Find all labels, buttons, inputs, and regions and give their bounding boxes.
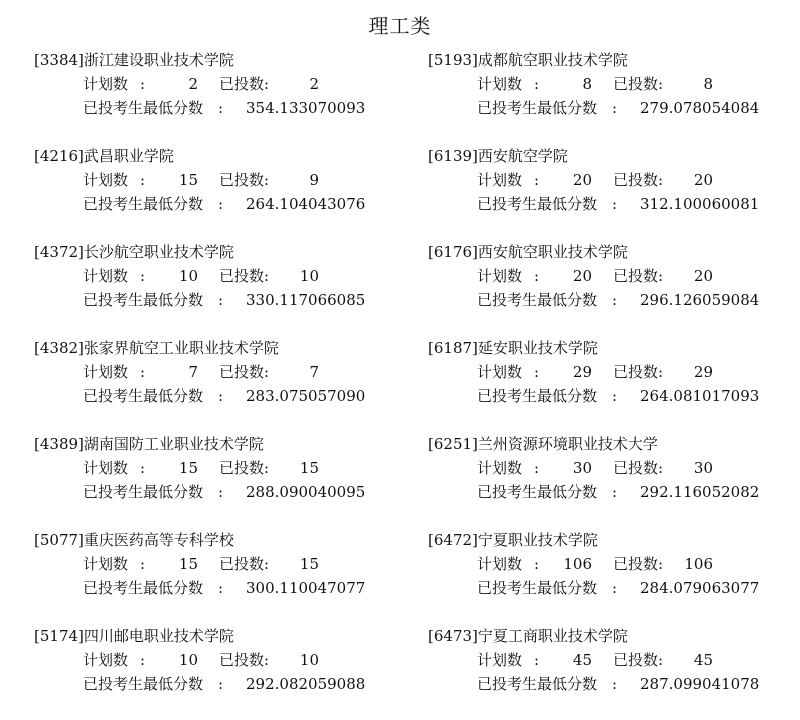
submitted-value: 15 — [299, 555, 319, 573]
plan-row — [428, 360, 798, 384]
school-name: [6176]西安航空职业技术学院 — [428, 243, 628, 261]
plan-value: 15 — [178, 171, 198, 189]
plan-row — [34, 360, 404, 384]
plan-colon: : — [140, 267, 146, 285]
submitted-value: 29 — [693, 363, 713, 381]
plan-colon: : — [140, 171, 146, 189]
plan-value: 20 — [572, 171, 592, 189]
plan-value: 15 — [178, 459, 198, 477]
submitted-value: 106 — [684, 555, 713, 573]
min-score-label: 已投考生最低分数 — [477, 195, 598, 213]
min-score-label: 已投考生最低分数 — [83, 99, 204, 117]
submitted-label: 已投数: — [613, 267, 664, 285]
min-score-value: 296.126059084 — [640, 291, 760, 309]
school-entry — [428, 48, 798, 144]
min-score-label: 已投考生最低分数 — [83, 579, 204, 597]
submitted-label: 已投数: — [219, 555, 270, 573]
plan-row — [428, 72, 798, 96]
min-score-colon: : — [612, 291, 618, 309]
min-score-row — [428, 384, 798, 408]
school-name: [5193]成都航空职业技术学院 — [428, 51, 628, 69]
plan-value: 10 — [178, 267, 198, 285]
school-entry — [34, 144, 404, 240]
min-score-row — [34, 384, 404, 408]
min-score-value: 292.116052082 — [640, 483, 760, 501]
submitted-label: 已投数: — [219, 363, 270, 381]
min-score-value: 354.133070093 — [246, 99, 366, 117]
min-score-colon: : — [218, 483, 224, 501]
school-entry — [428, 528, 798, 624]
plan-label: 计划数 — [477, 651, 523, 669]
plan-colon: : — [534, 555, 540, 573]
plan-label: 计划数 — [477, 555, 523, 573]
submitted-value: 45 — [693, 651, 713, 669]
plan-label: 计划数 — [477, 459, 523, 477]
min-score-row — [34, 576, 404, 600]
school-name: [6187]延安职业技术学院 — [428, 339, 598, 357]
min-score-value: 279.078054084 — [640, 99, 760, 117]
plan-label: 计划数 — [83, 171, 129, 189]
plan-label: 计划数 — [83, 363, 129, 381]
min-score-colon: : — [612, 195, 618, 213]
school-name: [4216]武昌职业学院 — [34, 147, 174, 165]
school-entry — [34, 48, 404, 144]
min-score-colon: : — [612, 99, 618, 117]
plan-colon: : — [140, 459, 146, 477]
school-entry — [34, 240, 404, 336]
min-score-value: 312.100060081 — [640, 195, 760, 213]
plan-label: 计划数 — [83, 267, 129, 285]
submitted-value: 30 — [693, 459, 713, 477]
submitted-label: 已投数: — [613, 171, 664, 189]
plan-value: 7 — [188, 363, 198, 381]
plan-row — [34, 648, 404, 672]
min-score-value: 284.079063077 — [640, 579, 760, 597]
min-score-label: 已投考生最低分数 — [83, 387, 204, 405]
left-column — [34, 48, 404, 720]
min-score-colon: : — [612, 387, 618, 405]
school-entry — [34, 336, 404, 432]
min-score-value: 287.099041078 — [640, 675, 760, 693]
school-name: [3384]浙江建设职业技术学院 — [34, 51, 234, 69]
school-entry — [428, 624, 798, 720]
school-name: [4372]长沙航空职业技术学院 — [34, 243, 234, 261]
school-entry — [428, 240, 798, 336]
plan-row — [428, 552, 798, 576]
plan-colon: : — [534, 651, 540, 669]
min-score-row — [428, 288, 798, 312]
plan-label: 计划数 — [83, 651, 129, 669]
school-name: [6251]兰州资源环境职业技术大学 — [428, 435, 658, 453]
school-entry — [428, 144, 798, 240]
plan-value: 106 — [563, 555, 592, 573]
min-score-value: 330.117066085 — [246, 291, 366, 309]
min-score-row — [428, 192, 798, 216]
submitted-label: 已投数: — [219, 267, 270, 285]
plan-value: 2 — [188, 75, 198, 93]
min-score-label: 已投考生最低分数 — [83, 483, 204, 501]
plan-label: 计划数 — [477, 75, 523, 93]
min-score-value: 264.104043076 — [246, 195, 366, 213]
right-column — [428, 48, 798, 720]
min-score-row — [34, 288, 404, 312]
plan-row — [428, 168, 798, 192]
min-score-value: 292.082059088 — [246, 675, 366, 693]
plan-colon: : — [534, 459, 540, 477]
plan-value: 15 — [178, 555, 198, 573]
min-score-label: 已投考生最低分数 — [83, 675, 204, 693]
plan-value: 20 — [572, 267, 592, 285]
min-score-label: 已投考生最低分数 — [477, 675, 598, 693]
min-score-label: 已投考生最低分数 — [477, 291, 598, 309]
school-name: [6139]西安航空学院 — [428, 147, 568, 165]
plan-row — [34, 168, 404, 192]
plan-value: 30 — [572, 459, 592, 477]
school-entry — [34, 624, 404, 720]
submitted-label: 已投数: — [613, 75, 664, 93]
min-score-label: 已投考生最低分数 — [477, 99, 598, 117]
submitted-label: 已投数: — [219, 171, 270, 189]
min-score-row — [34, 480, 404, 504]
plan-colon: : — [140, 651, 146, 669]
min-score-colon: : — [612, 483, 618, 501]
min-score-colon: : — [612, 675, 618, 693]
submitted-value: 8 — [703, 75, 713, 93]
submitted-label: 已投数: — [219, 459, 270, 477]
min-score-label: 已投考生最低分数 — [83, 291, 204, 309]
min-score-value: 283.075057090 — [246, 387, 366, 405]
plan-colon: : — [534, 363, 540, 381]
plan-colon: : — [534, 267, 540, 285]
min-score-colon: : — [612, 579, 618, 597]
plan-label: 计划数 — [83, 75, 129, 93]
plan-row — [428, 264, 798, 288]
plan-row — [34, 456, 404, 480]
min-score-row — [428, 672, 798, 696]
plan-colon: : — [534, 171, 540, 189]
submitted-label: 已投数: — [219, 75, 270, 93]
school-name: [4389]湖南国防工业职业技术学院 — [34, 435, 264, 453]
school-name: [5077]重庆医药高等专科学校 — [34, 531, 234, 549]
plan-label: 计划数 — [83, 459, 129, 477]
submitted-value: 7 — [309, 363, 319, 381]
plan-value: 10 — [178, 651, 198, 669]
min-score-row — [34, 672, 404, 696]
school-entry — [428, 336, 798, 432]
school-name: [5174]四川邮电职业技术学院 — [34, 627, 234, 645]
plan-colon: : — [534, 75, 540, 93]
min-score-value: 288.090040095 — [246, 483, 366, 501]
min-score-value: 264.081017093 — [640, 387, 760, 405]
min-score-colon: : — [218, 675, 224, 693]
submitted-value: 2 — [309, 75, 319, 93]
submitted-value: 10 — [299, 267, 319, 285]
submitted-label: 已投数: — [613, 651, 664, 669]
plan-value: 8 — [582, 75, 592, 93]
min-score-value: 300.110047077 — [246, 579, 366, 597]
document-body — [0, 48, 800, 720]
submitted-label: 已投数: — [613, 555, 664, 573]
min-score-colon: : — [218, 291, 224, 309]
plan-row — [34, 72, 404, 96]
min-score-colon: : — [218, 387, 224, 405]
plan-colon: : — [140, 555, 146, 573]
plan-row — [34, 264, 404, 288]
min-score-row — [428, 96, 798, 120]
page-title: 理工类 — [368, 14, 432, 38]
school-entry — [34, 528, 404, 624]
school-name: [6473]宁夏工商职业技术学院 — [428, 627, 628, 645]
min-score-colon: : — [218, 99, 224, 117]
school-entry — [34, 432, 404, 528]
plan-label: 计划数 — [477, 267, 523, 285]
min-score-label: 已投考生最低分数 — [477, 483, 598, 501]
school-name: [4382]张家界航空工业职业技术学院 — [34, 339, 279, 357]
min-score-row — [34, 96, 404, 120]
min-score-label: 已投考生最低分数 — [477, 387, 598, 405]
school-name: [6472]宁夏职业技术学院 — [428, 531, 598, 549]
plan-label: 计划数 — [477, 171, 523, 189]
min-score-colon: : — [218, 579, 224, 597]
submitted-value: 20 — [693, 267, 713, 285]
min-score-row — [428, 576, 798, 600]
min-score-label: 已投考生最低分数 — [83, 195, 204, 213]
plan-row — [428, 456, 798, 480]
plan-label: 计划数 — [477, 363, 523, 381]
plan-value: 45 — [572, 651, 592, 669]
submitted-label: 已投数: — [613, 363, 664, 381]
submitted-label: 已投数: — [219, 651, 270, 669]
submitted-value: 9 — [309, 171, 319, 189]
submitted-value: 15 — [299, 459, 319, 477]
submitted-value: 10 — [299, 651, 319, 669]
plan-label: 计划数 — [83, 555, 129, 573]
plan-colon: : — [140, 363, 146, 381]
min-score-label: 已投考生最低分数 — [477, 579, 598, 597]
plan-value: 29 — [572, 363, 592, 381]
school-entry — [428, 432, 798, 528]
plan-row — [428, 648, 798, 672]
min-score-colon: : — [218, 195, 224, 213]
plan-colon: : — [140, 75, 146, 93]
min-score-row — [428, 480, 798, 504]
submitted-label: 已投数: — [613, 459, 664, 477]
submitted-value: 20 — [693, 171, 713, 189]
min-score-row — [34, 192, 404, 216]
plan-row — [34, 552, 404, 576]
